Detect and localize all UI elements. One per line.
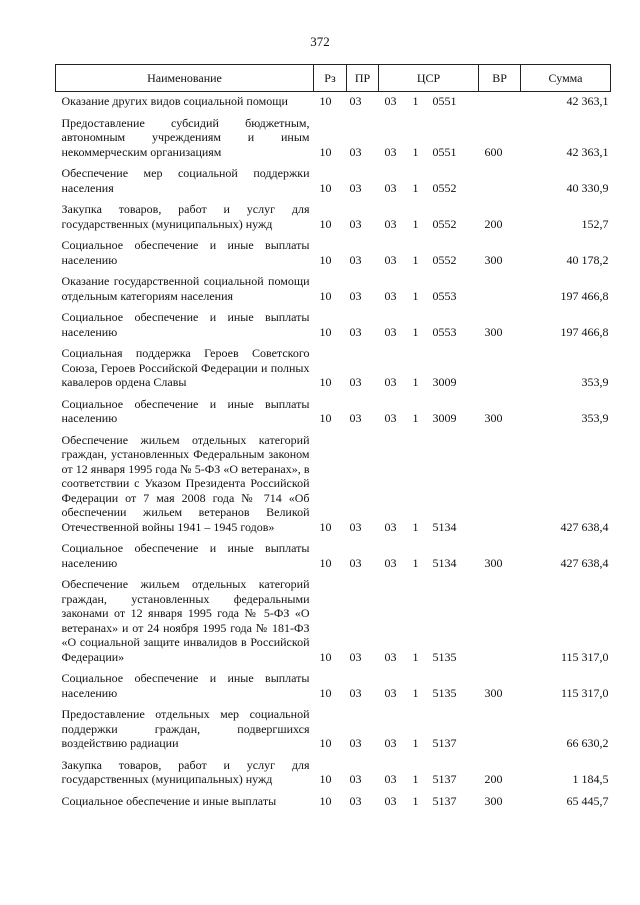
row-name: Социальное обеспечение и иные выплаты	[61, 793, 277, 808]
header-rz: Рз	[314, 65, 347, 92]
table-row	[56, 231, 611, 267]
row-sum: 115 317,0	[560, 685, 609, 700]
row-vr: 300	[484, 555, 503, 570]
row-name: Обеспечение жильем отдельных категорий граждан, установленных федеральными законами от 12 января 1995 года № 5-ФЗ «О ветеранах» и от 24 ноября 1995 года № 181-ФЗ «О социальной защите инвалидов в Российской Федерации»	[61, 577, 310, 664]
table-header-row	[56, 65, 611, 92]
row-csr-part3: 0551	[432, 94, 457, 108]
row-name: Закупка товаров, работ и услуг для государственных (муниципальных) нужд	[61, 757, 310, 786]
row-rz: 10	[319, 519, 332, 534]
budget-table	[55, 64, 611, 808]
row-csr-part2: 1	[412, 94, 419, 108]
table-row	[56, 390, 611, 426]
row-csr-part1: 03	[384, 216, 397, 231]
row-pr: 03	[349, 685, 362, 700]
row-csr-part2: 1	[412, 324, 419, 339]
row-name: Обеспечение мер социальной поддержки населения	[61, 166, 310, 195]
row-sum: 40 178,2	[566, 252, 609, 267]
row-rz: 10	[319, 144, 332, 159]
row-csr-part3: 5134	[432, 519, 457, 534]
row-csr-part2: 1	[412, 736, 419, 750]
row-vr	[479, 339, 521, 390]
row-csr-part1: 03	[384, 288, 397, 303]
row-rz: 10	[319, 685, 332, 700]
table-row	[56, 339, 611, 390]
header-vr: ВР	[479, 65, 521, 92]
row-csr-part3: 0551	[432, 144, 457, 159]
row-pr: 03	[349, 736, 362, 750]
row-csr-part1: 03	[384, 94, 397, 108]
row-rz: 10	[319, 288, 332, 303]
row-pr: 03	[349, 772, 362, 786]
row-vr: 300	[484, 411, 503, 425]
row-name: Оказание других видов социальной помощи	[61, 94, 288, 108]
table-row	[56, 159, 611, 195]
row-pr: 03	[349, 144, 362, 159]
row-rz: 10	[319, 772, 332, 786]
row-csr-part2: 1	[412, 772, 419, 786]
row-csr-part1: 03	[384, 772, 397, 786]
row-csr-part3: 0553	[432, 324, 457, 339]
row-pr: 03	[349, 793, 362, 808]
row-rz: 10	[319, 180, 332, 195]
row-pr: 03	[349, 216, 362, 231]
table-row	[56, 664, 611, 700]
row-pr: 03	[349, 649, 362, 664]
row-rz: 10	[319, 649, 332, 664]
row-sum: 197 466,8	[560, 324, 609, 339]
row-name: Социальное обеспечение и иные выплаты населению	[61, 238, 310, 267]
row-csr-part3: 5137	[432, 772, 457, 786]
row-csr-part1: 03	[384, 411, 397, 425]
row-name: Социальное обеспечение и иные выплаты населению	[61, 541, 310, 570]
row-csr-part1: 03	[384, 649, 397, 664]
row-csr-part2: 1	[412, 519, 419, 534]
row-csr-part2: 1	[412, 144, 419, 159]
row-csr-part2: 1	[412, 555, 419, 570]
row-rz: 10	[319, 736, 332, 750]
row-vr	[479, 267, 521, 303]
row-csr-part1: 03	[384, 375, 397, 389]
row-name: Социальное обеспечение и иные выплаты населению	[61, 310, 310, 339]
row-name: Социальное обеспечение и иные выплаты населению	[61, 396, 310, 425]
row-csr-part3: 0552	[432, 252, 457, 267]
row-pr: 03	[349, 555, 362, 570]
table-body	[56, 92, 611, 809]
row-csr-part2: 1	[412, 252, 419, 267]
row-csr-part2: 1	[412, 375, 419, 389]
table-row	[56, 92, 611, 109]
row-rz: 10	[319, 324, 332, 339]
row-csr-part3: 0552	[432, 180, 457, 195]
row-csr-part3: 5134	[432, 555, 457, 570]
row-csr-part2: 1	[412, 180, 419, 195]
table-row	[56, 303, 611, 339]
row-csr-part2: 1	[412, 685, 419, 700]
row-sum: 66 630,2	[566, 736, 609, 750]
row-sum: 115 317,0	[560, 649, 609, 664]
page-number: 372	[310, 34, 330, 49]
table-row	[56, 109, 611, 160]
header-name: Наименование	[56, 65, 314, 92]
row-vr	[479, 159, 521, 195]
row-name: Оказание государственной социальной помощи отдельным категориям населения	[61, 274, 310, 303]
row-csr-part2: 1	[412, 216, 419, 231]
row-csr-part3: 5135	[432, 685, 457, 700]
row-csr-part3: 0552	[432, 216, 457, 231]
row-csr-part1: 03	[384, 519, 397, 534]
row-sum: 353,9	[581, 411, 609, 425]
row-pr: 03	[349, 252, 362, 267]
row-csr-part3: 5137	[432, 793, 457, 808]
row-sum: 353,9	[581, 375, 609, 389]
row-rz: 10	[319, 375, 332, 389]
row-rz: 10	[319, 94, 332, 108]
table-row	[56, 267, 611, 303]
header-sum: Сумма	[521, 65, 611, 92]
table-row	[56, 751, 611, 787]
row-sum: 427 638,4	[560, 519, 609, 534]
row-csr-part1: 03	[384, 555, 397, 570]
row-vr: 600	[484, 144, 503, 159]
table-row	[56, 570, 611, 664]
row-csr-part1: 03	[384, 793, 397, 808]
row-name: Социальное обеспечение и иные выплаты населению	[61, 671, 310, 700]
row-vr: 300	[484, 793, 503, 808]
row-csr-part1: 03	[384, 324, 397, 339]
row-pr: 03	[349, 375, 362, 389]
row-pr: 03	[349, 94, 362, 108]
row-csr-part3: 3009	[432, 411, 457, 425]
row-sum: 65 445,7	[566, 793, 609, 808]
row-sum: 152,7	[581, 216, 609, 231]
row-rz: 10	[319, 555, 332, 570]
row-csr-part2: 1	[412, 411, 419, 425]
row-sum: 40 330,9	[566, 180, 609, 195]
row-vr: 200	[484, 772, 503, 786]
row-pr: 03	[349, 288, 362, 303]
row-name: Предоставление отдельных мер социальной поддержки граждан, подвергшихся воздействию радиации	[61, 707, 310, 750]
table-row	[56, 787, 611, 809]
header-csr: ЦСР	[379, 65, 479, 92]
header-pr: ПР	[347, 65, 379, 92]
row-pr: 03	[349, 180, 362, 195]
row-sum: 197 466,8	[560, 288, 609, 303]
row-rz: 10	[319, 252, 332, 267]
row-name: Обеспечение жильем отдельных категорий граждан, установленных Федеральным законом от 12 января 1995 года № 5-ФЗ «О ветеранах», в соответствии с Указом Президента Российской Федерации от 7 мая 2008 года № 714 «Об обеспечении жильем ветеранов Великой Отечественной войны 1941 – 1945 годов»	[61, 432, 310, 534]
table-row	[56, 426, 611, 535]
row-csr-part3: 5137	[432, 736, 457, 750]
row-name: Предоставление субсидий бюджетным, автономным учреждениям и иным некоммерческим организациям	[61, 115, 310, 159]
row-csr-part1: 03	[384, 252, 397, 267]
row-csr-part1: 03	[384, 144, 397, 159]
row-rz: 10	[319, 793, 332, 808]
row-vr: 300	[484, 252, 503, 267]
row-sum: 427 638,4	[560, 555, 609, 570]
row-name: Социальная поддержка Героев Советского Союза, Героев Российской Федерации и полных кавалеров ордена Славы	[61, 346, 310, 389]
row-sum: 1 184,5	[572, 772, 609, 786]
row-sum: 42 363,1	[566, 144, 609, 159]
row-csr-part1: 03	[384, 180, 397, 195]
row-csr-part3: 0553	[432, 288, 457, 303]
table-row	[56, 195, 611, 231]
row-rz: 10	[319, 411, 332, 425]
row-csr-part2: 1	[412, 793, 419, 808]
row-vr	[479, 700, 521, 751]
row-vr: 200	[484, 216, 503, 231]
row-name: Закупка товаров, работ и услуг для государственных (муниципальных) нужд	[61, 202, 310, 231]
row-csr-part3: 3009	[432, 375, 457, 389]
row-csr-part1: 03	[384, 685, 397, 700]
row-pr: 03	[349, 411, 362, 425]
row-vr: 300	[484, 685, 503, 700]
row-vr	[479, 92, 521, 109]
table-row	[56, 700, 611, 751]
row-csr-part2: 1	[412, 288, 419, 303]
table-row	[56, 534, 611, 570]
row-csr-part3: 5135	[432, 649, 457, 664]
row-pr: 03	[349, 324, 362, 339]
row-vr	[479, 570, 521, 664]
row-sum: 42 363,1	[566, 94, 609, 108]
row-vr: 300	[484, 324, 503, 339]
row-rz: 10	[319, 216, 332, 231]
row-csr-part2: 1	[412, 649, 419, 664]
row-pr: 03	[349, 519, 362, 534]
row-vr	[479, 426, 521, 535]
row-csr-part1: 03	[384, 736, 397, 750]
